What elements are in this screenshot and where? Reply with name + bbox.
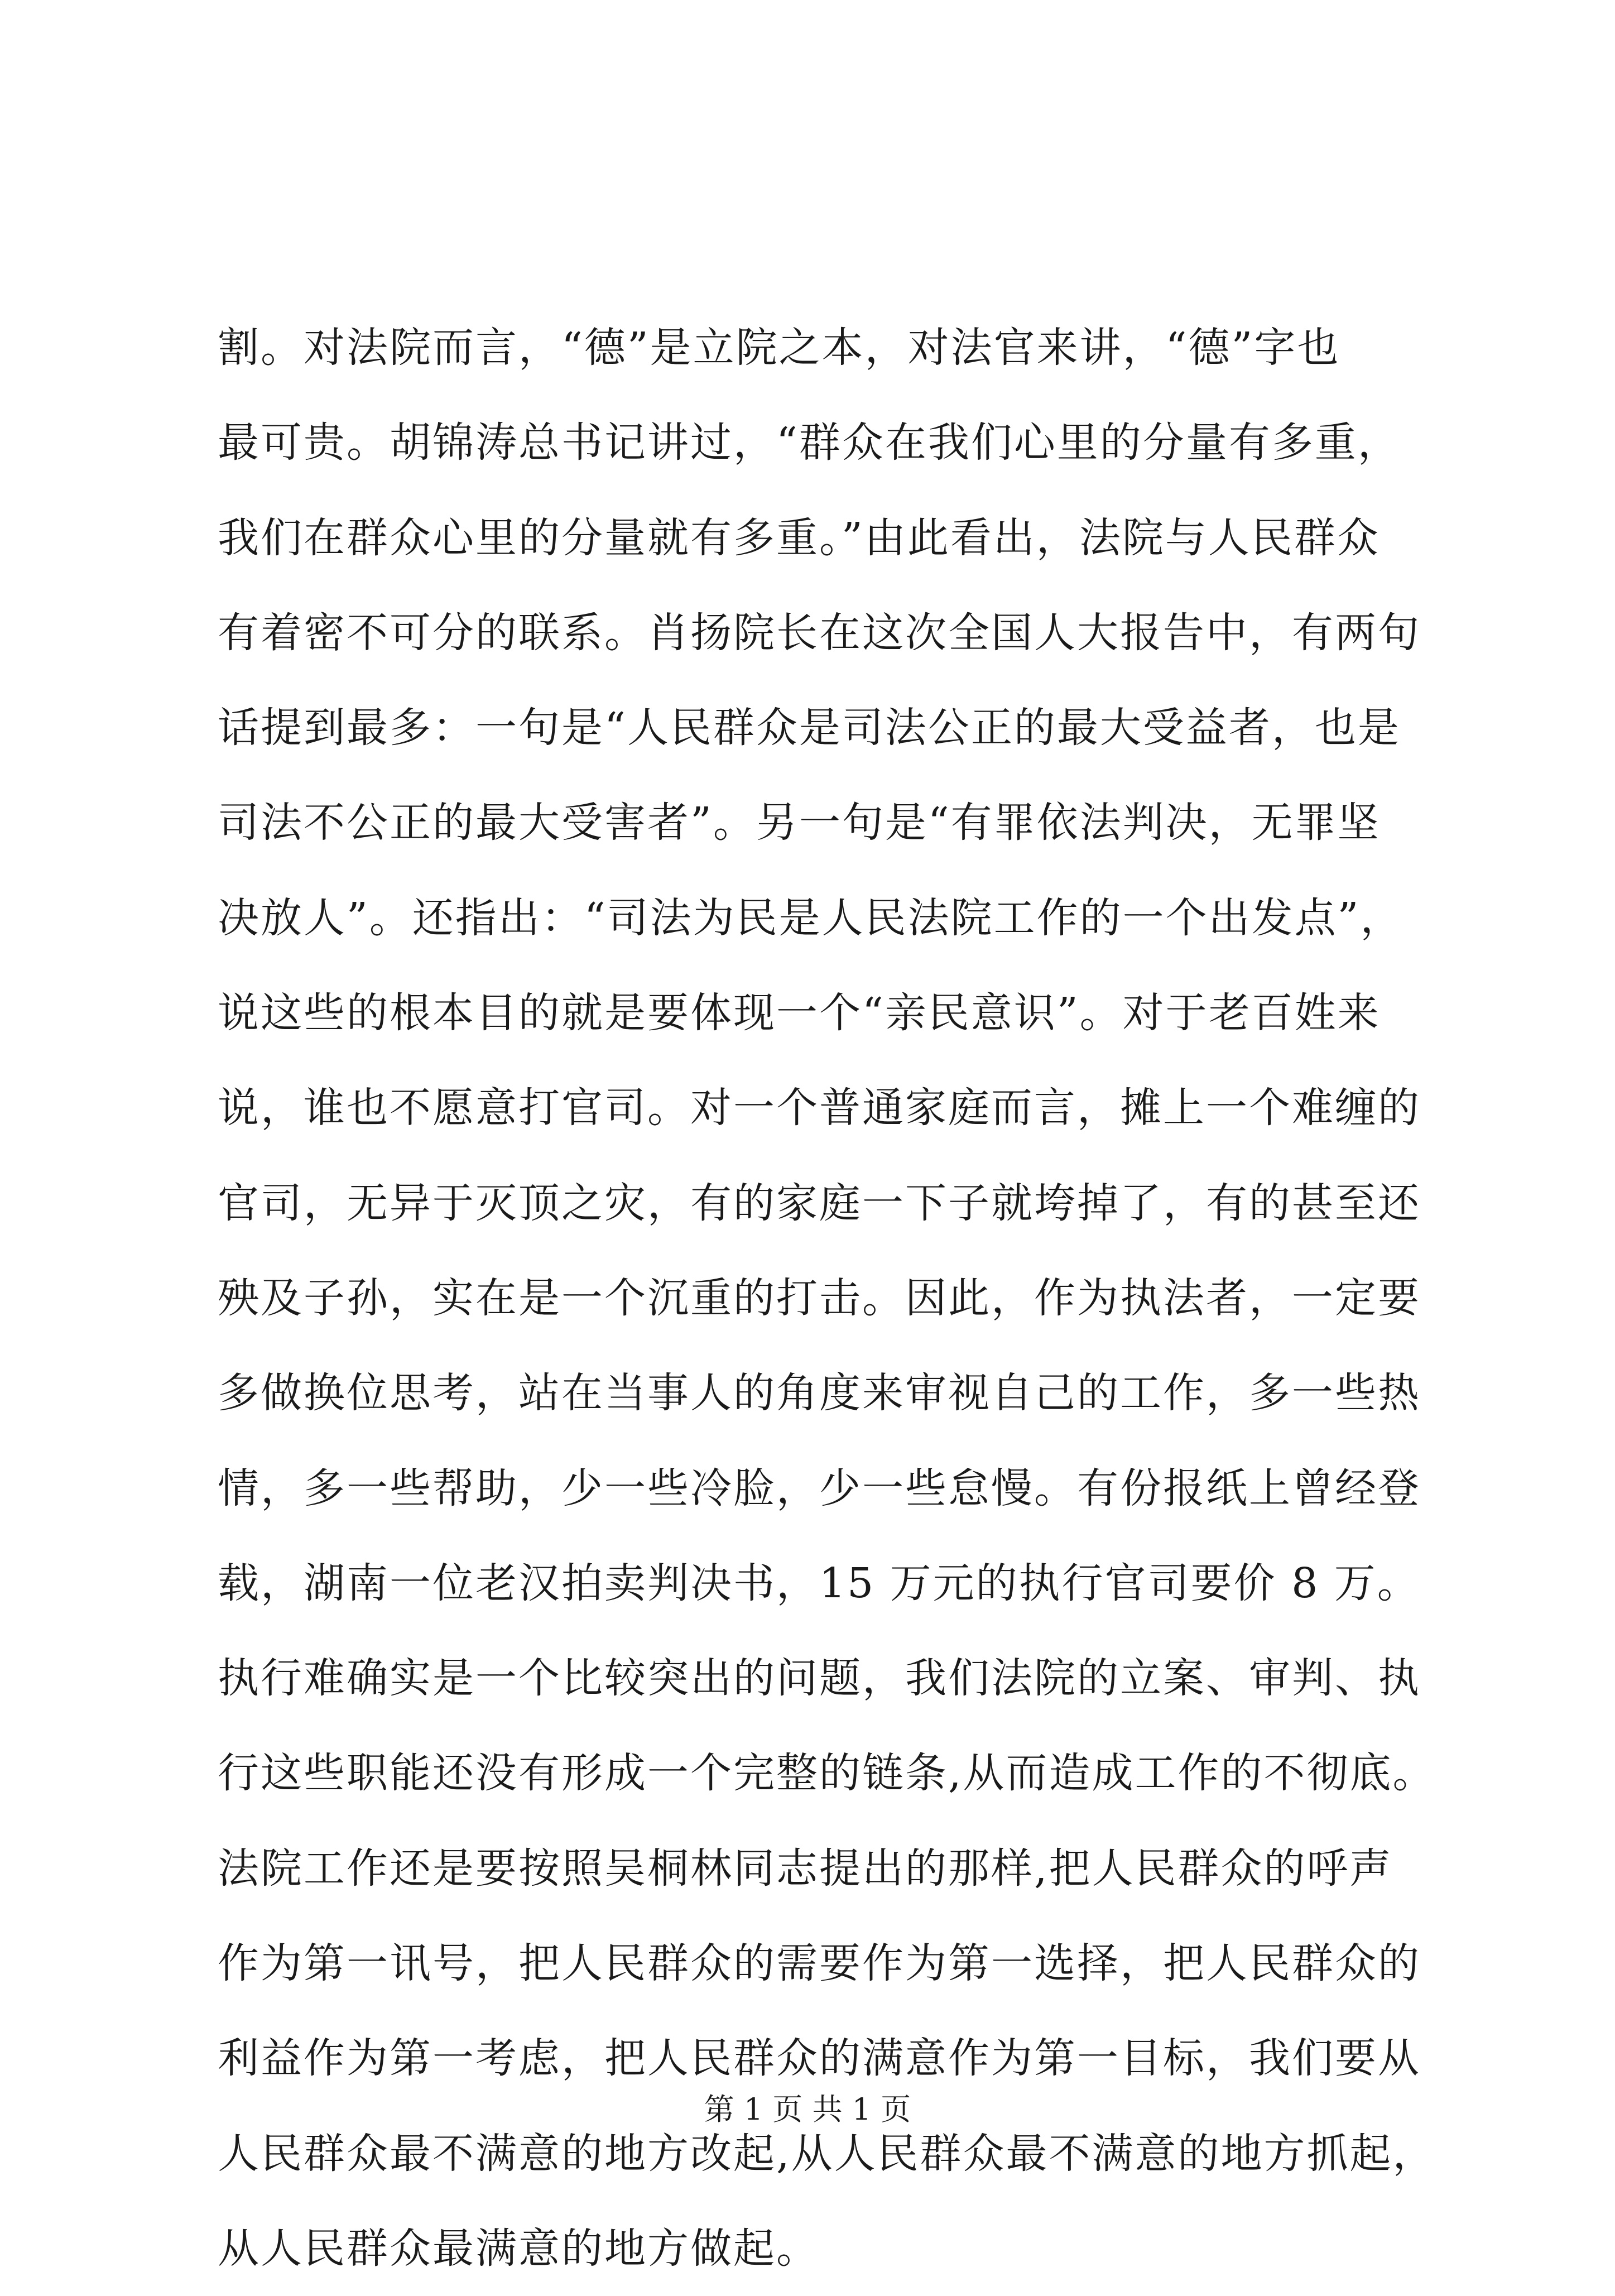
text-line: 法院工作还是要按照吴桐林同志提出的那样,把人民群众的呼声 [218,1844,1393,1892]
body-text [218,300,1436,2296]
text-line: 行这些职能还没有形成一个完整的链条,从而造成工作的不彻底。 [218,1749,1436,1798]
text-line: 有着密不可分的联系。肖扬院长在这次全国人大报告中，有两句 [218,608,1421,657]
text-line: 多做换位思考，站在当事人的角度来审视自己的工作，多一些热 [218,1369,1421,1418]
text-line: 殃及子孙，实在是一个沉重的打击。因此，作为执法者，一定要 [218,1274,1421,1322]
text-line: 司法不公正的最大受害者”。另一句是“有罪依法判决，无罪坚 [218,799,1381,847]
text-line: 我们在群众心里的分量就有多重。”由此看出，法院与人民群众 [218,513,1380,562]
text-line: 说这些的根本目的就是要体现一个“亲民意识”。对于老百姓来 [218,989,1381,1037]
text-line: 利益作为第一考虑，把人民群众的满意作为第一目标，我们要从 [218,2034,1421,2083]
text-line: 人民群众最不满意的地方改起,从人民群众最不满意的地方抓起， [218,2129,1436,2178]
text-line: 执行难确实是一个比较突出的问题，我们法院的立案、审判、执 [218,1654,1421,1703]
text-line: 决放人”。还指出：“司法为民是人民法院工作的一个出发点”， [218,894,1403,942]
text-line: 情，多一些帮助，少一些冷脸，少一些怠慢。有份报纸上曾经登 [218,1464,1421,1512]
text-line: 作为第一讯号，把人民群众的需要作为第一选择，把人民群众的 [218,1939,1421,1988]
text-line: 割。对法院而言，“德”是立院之本，对法官来讲，“德”字也 [218,324,1340,372]
text-line: 最可贵。胡锦涛总书记讲过，“群众在我们心里的分量有多重， [218,419,1401,467]
text-line: 从人民群众最满意的地方做起。 [218,2224,819,2273]
text-line: 说，谁也不愿意打官司。对一个普通家庭而言，摊上一个难缠的 [218,1084,1421,1132]
text-line: 官司，无异于灭顶之灾，有的家庭一下子就垮掉了，有的甚至还 [218,1179,1421,1227]
text-line: 话提到最多：一句是“人民群众是司法公正的最大受益者，也是 [218,704,1401,752]
page-number-label: 第 1 页 共 1 页 [704,2092,911,2127]
text-line: 载，湖南一位老汉拍卖判决书，15 万元的执行官司要价 8 万。 [218,1559,1420,1607]
page-footer [0,2090,1615,2129]
